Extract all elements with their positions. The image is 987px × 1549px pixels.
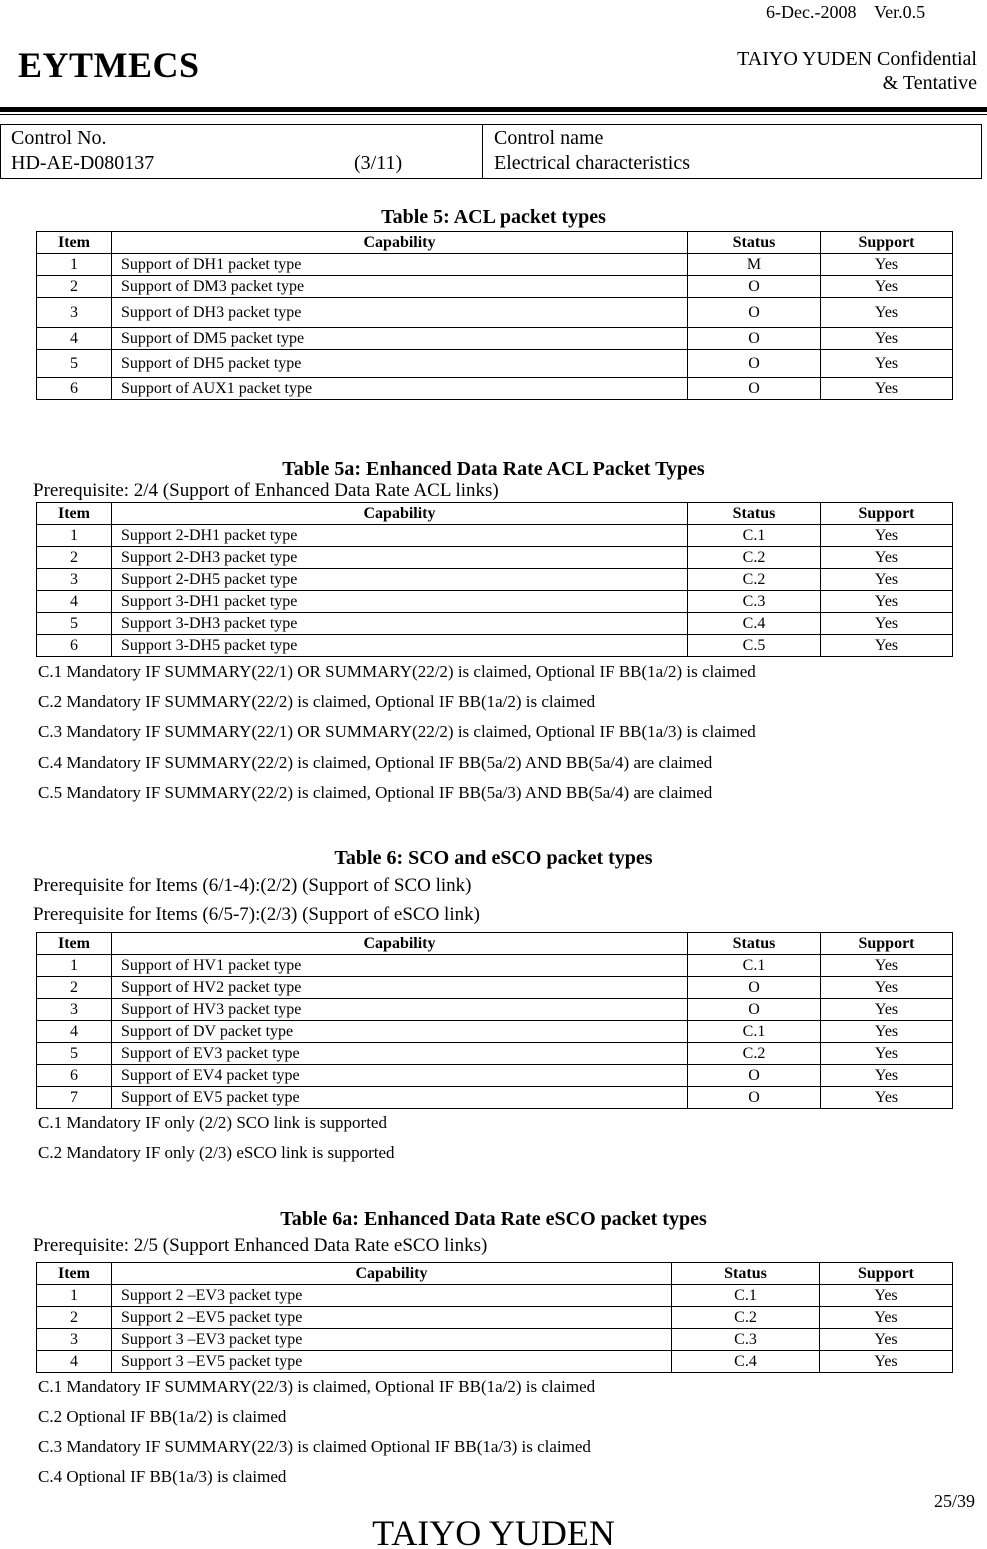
control-box — [0, 124, 982, 179]
cell-item: 5 — [37, 1043, 112, 1065]
table5a-prerequisite: Prerequisite: 2/4 (Support of Enhanced Data Rate ACL links) — [33, 480, 499, 501]
table5a-note: C.4 Mandatory IF SUMMARY(22/2) is claimed, Optional IF BB(5a/2) AND BB(5a/4) are claimed — [38, 753, 713, 772]
col-header-item: Item — [37, 232, 112, 254]
cell-item: 6 — [37, 635, 112, 657]
table5a — [36, 502, 953, 657]
cell-capability: Support 3 –EV3 packet type — [112, 1329, 672, 1351]
table-row — [37, 955, 953, 977]
cell-capability: Support of DH1 packet type — [112, 254, 688, 276]
cell-item: 3 — [37, 999, 112, 1021]
cell-status: C.1 — [688, 955, 821, 977]
cell-item: 3 — [37, 1329, 112, 1351]
table6 — [36, 932, 953, 1109]
cell-status: C.2 — [688, 1043, 821, 1065]
cell-status: O — [688, 328, 821, 350]
cell-capability: Support of DM5 packet type — [112, 328, 688, 350]
cell-support: Yes — [820, 1307, 953, 1329]
cell-status: C.1 — [672, 1285, 820, 1307]
control-no-cell — [1, 125, 483, 178]
cell-item: 1 — [37, 955, 112, 977]
cell-status: O — [688, 298, 821, 328]
table-row — [37, 613, 953, 635]
table-row — [37, 378, 953, 400]
cell-support: Yes — [821, 378, 953, 400]
table-row — [37, 999, 953, 1021]
cell-status: O — [688, 999, 821, 1021]
table5 — [36, 231, 953, 400]
cell-support: Yes — [821, 525, 953, 547]
cell-support: Yes — [821, 1087, 953, 1109]
cell-capability: Support of DH5 packet type — [112, 350, 688, 378]
cell-item: 3 — [37, 298, 112, 328]
control-page: (3/11) — [354, 152, 403, 174]
header-rule-thin — [0, 114, 987, 115]
cell-status: C.3 — [688, 591, 821, 613]
cell-support: Yes — [821, 977, 953, 999]
brand-title: EYTMECS — [18, 45, 200, 85]
control-name-value: Electrical characteristics — [494, 152, 690, 174]
cell-item: 1 — [37, 525, 112, 547]
col-header-support: Support — [820, 1263, 953, 1285]
date-version: 6-Dec.-2008 Ver.0.5 — [766, 2, 926, 22]
cell-item: 2 — [37, 276, 112, 298]
cell-item: 2 — [37, 977, 112, 999]
col-header-status: Status — [688, 933, 821, 955]
cell-status: M — [688, 254, 821, 276]
table5a-note: C.2 Mandatory IF SUMMARY(22/2) is claimed, Optional IF BB(1a/2) is claimed — [38, 692, 596, 711]
table6a-title: Table 6a: Enhanced Data Rate eSCO packet types — [280, 1208, 707, 1230]
table-row — [37, 635, 953, 657]
cell-support: Yes — [820, 1285, 953, 1307]
cell-capability: Support of HV1 packet type — [112, 955, 688, 977]
table6a-note: C.1 Mandatory IF SUMMARY(22/3) is claimed, Optional IF BB(1a/2) is claimed — [38, 1377, 596, 1396]
cell-capability: Support of DV packet type — [112, 1021, 688, 1043]
header-rule-thick — [0, 107, 987, 112]
control-no-label: Control No. — [11, 127, 107, 149]
control-name-label: Control name — [494, 127, 604, 149]
cell-item: 4 — [37, 1351, 112, 1373]
cell-support: Yes — [821, 298, 953, 328]
table-row — [37, 328, 953, 350]
cell-item: 1 — [37, 1285, 112, 1307]
col-header-status: Status — [688, 232, 821, 254]
cell-capability: Support of HV3 packet type — [112, 999, 688, 1021]
cell-support: Yes — [821, 1065, 953, 1087]
table6-title: Table 6: SCO and eSCO packet types — [334, 847, 653, 869]
table6a-note: C.4 Optional IF BB(1a/3) is claimed — [38, 1467, 287, 1486]
col-header-support: Support — [821, 503, 953, 525]
cell-item: 7 — [37, 1087, 112, 1109]
cell-status: C.2 — [688, 569, 821, 591]
cell-item: 5 — [37, 613, 112, 635]
cell-support: Yes — [821, 955, 953, 977]
cell-capability: Support 3 –EV5 packet type — [112, 1351, 672, 1373]
page-number: 25/39 — [933, 1491, 975, 1511]
col-header-status: Status — [672, 1263, 820, 1285]
cell-status: C.2 — [688, 547, 821, 569]
cell-support: Yes — [821, 569, 953, 591]
cell-status: O — [688, 378, 821, 400]
cell-status: O — [688, 977, 821, 999]
confidential-label — [737, 47, 977, 95]
table-row — [37, 569, 953, 591]
table-row — [37, 1351, 953, 1373]
table5a-note: C.3 Mandatory IF SUMMARY(22/1) OR SUMMARY(22/2) is claimed, Optional IF BB(1a/3) is claimed — [38, 722, 756, 741]
cell-status: C.2 — [672, 1307, 820, 1329]
cell-capability: Support of HV2 packet type — [112, 977, 688, 999]
cell-status: C.4 — [688, 613, 821, 635]
cell-support: Yes — [821, 254, 953, 276]
table5-title: Table 5: ACL packet types — [381, 206, 606, 228]
cell-item: 3 — [37, 569, 112, 591]
table-row — [37, 276, 953, 298]
cell-capability: Support of EV3 packet type — [112, 1043, 688, 1065]
cell-capability: Support 2-DH5 packet type — [112, 569, 688, 591]
cell-support: Yes — [821, 635, 953, 657]
cell-capability: Support 3-DH1 packet type — [112, 591, 688, 613]
table-row — [37, 1285, 953, 1307]
table-row — [37, 977, 953, 999]
table-row — [37, 1065, 953, 1087]
cell-support: Yes — [821, 276, 953, 298]
cell-item: 4 — [37, 591, 112, 613]
cell-item: 5 — [37, 350, 112, 378]
table-row — [37, 1021, 953, 1043]
table6a — [36, 1262, 953, 1373]
footer-company: TAIYO YUDEN — [372, 1513, 615, 1549]
cell-support: Yes — [821, 999, 953, 1021]
cell-status: O — [688, 1087, 821, 1109]
cell-support: Yes — [820, 1351, 953, 1373]
cell-item: 1 — [37, 254, 112, 276]
table-row — [37, 298, 953, 328]
cell-support: Yes — [821, 613, 953, 635]
cell-item: 2 — [37, 547, 112, 569]
table6-prerequisite-1: Prerequisite for Items (6/1-4):(2/2) (Support of SCO link) — [33, 875, 472, 896]
control-no-value: HD-AE-D080137 — [11, 152, 155, 174]
confidential-line-1: TAIYO YUDEN Confidential — [737, 48, 977, 70]
confidential-line-2: & Tentative — [882, 72, 977, 94]
cell-capability: Support 2-DH3 packet type — [112, 547, 688, 569]
cell-status: O — [688, 1065, 821, 1087]
col-header-status: Status — [688, 503, 821, 525]
col-header-capability: Capability — [112, 232, 688, 254]
control-name-cell — [483, 125, 981, 178]
cell-support: Yes — [820, 1329, 953, 1351]
cell-capability: Support 2 –EV5 packet type — [112, 1307, 672, 1329]
table5a-note: C.5 Mandatory IF SUMMARY(22/2) is claimed, Optional IF BB(5a/3) AND BB(5a/4) are claimed — [38, 783, 713, 802]
table-row — [37, 547, 953, 569]
cell-item: 2 — [37, 1307, 112, 1329]
cell-status: C.4 — [672, 1351, 820, 1373]
cell-support: Yes — [821, 591, 953, 613]
cell-status: O — [688, 276, 821, 298]
table6-prerequisite-2: Prerequisite for Items (6/5-7):(2/3) (Support of eSCO link) — [33, 904, 480, 925]
cell-item: 6 — [37, 378, 112, 400]
cell-support: Yes — [821, 350, 953, 378]
table-row — [37, 1087, 953, 1109]
table-row — [37, 591, 953, 613]
cell-capability: Support of DH3 packet type — [112, 298, 688, 328]
cell-capability: Support 2-DH1 packet type — [112, 525, 688, 547]
cell-support: Yes — [821, 547, 953, 569]
table5a-note: C.1 Mandatory IF SUMMARY(22/1) OR SUMMARY(22/2) is claimed, Optional IF BB(1a/2) is claimed — [38, 662, 756, 681]
cell-support: Yes — [821, 1043, 953, 1065]
col-header-item: Item — [37, 933, 112, 955]
cell-item: 4 — [37, 328, 112, 350]
table6-note: C.1 Mandatory IF only (2/2) SCO link is supported — [38, 1113, 387, 1132]
cell-status: O — [688, 350, 821, 378]
cell-capability: Support of AUX1 packet type — [112, 378, 688, 400]
table6a-note: C.2 Optional IF BB(1a/2) is claimed — [38, 1407, 287, 1426]
table-row — [37, 350, 953, 378]
cell-item: 4 — [37, 1021, 112, 1043]
col-header-capability: Capability — [112, 933, 688, 955]
cell-status: C.1 — [688, 1021, 821, 1043]
table-row — [37, 1329, 953, 1351]
table6a-prerequisite: Prerequisite: 2/5 (Support Enhanced Data Rate eSCO links) — [33, 1235, 488, 1256]
table6a-note: C.3 Mandatory IF SUMMARY(22/3) is claimed Optional IF BB(1a/3) is claimed — [38, 1437, 591, 1456]
cell-item: 6 — [37, 1065, 112, 1087]
col-header-support: Support — [821, 232, 953, 254]
cell-capability: Support of DM3 packet type — [112, 276, 688, 298]
table-row — [37, 1307, 953, 1329]
cell-support: Yes — [821, 328, 953, 350]
cell-capability: Support 2 –EV3 packet type — [112, 1285, 672, 1307]
table-row — [37, 254, 953, 276]
col-header-support: Support — [821, 933, 953, 955]
col-header-item: Item — [37, 1263, 112, 1285]
cell-capability: Support of EV4 packet type — [112, 1065, 688, 1087]
cell-status: C.1 — [688, 525, 821, 547]
col-header-item: Item — [37, 503, 112, 525]
col-header-capability: Capability — [112, 1263, 672, 1285]
table5a-title: Table 5a: Enhanced Data Rate ACL Packet Types — [282, 458, 705, 480]
table6-note: C.2 Mandatory IF only (2/3) eSCO link is supported — [38, 1143, 395, 1162]
cell-capability: Support 3-DH3 packet type — [112, 613, 688, 635]
table-row — [37, 525, 953, 547]
cell-status: C.5 — [688, 635, 821, 657]
cell-status: C.3 — [672, 1329, 820, 1351]
cell-capability: Support 3-DH5 packet type — [112, 635, 688, 657]
col-header-capability: Capability — [112, 503, 688, 525]
table-row — [37, 1043, 953, 1065]
cell-capability: Support of EV5 packet type — [112, 1087, 688, 1109]
cell-support: Yes — [821, 1021, 953, 1043]
